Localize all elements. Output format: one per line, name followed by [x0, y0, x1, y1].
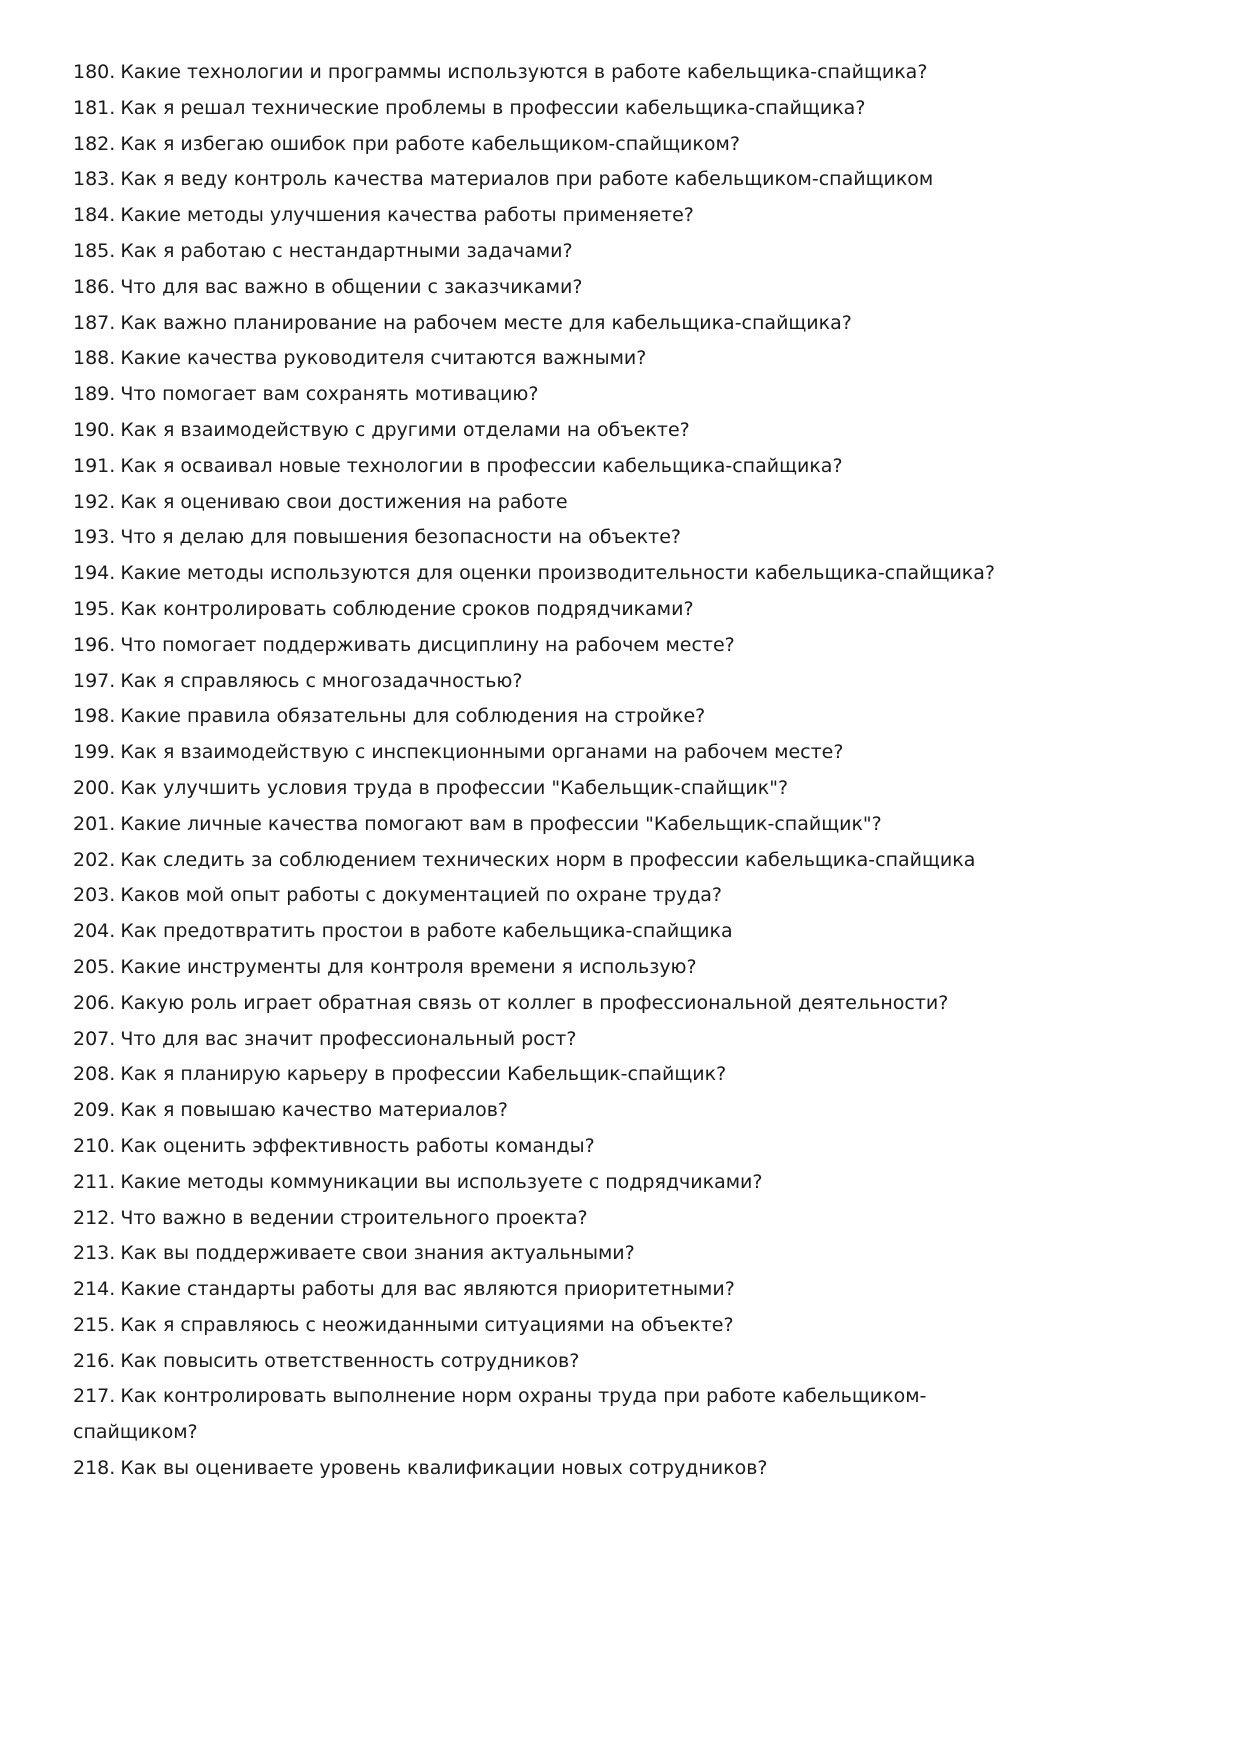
list-item	[73, 1379, 1033, 1451]
list-item	[73, 771, 1033, 807]
question-number: 184.	[73, 204, 116, 227]
question-number: 186.	[73, 275, 116, 298]
list-item	[73, 449, 1033, 485]
question-number: 180.	[73, 61, 116, 83]
list-item	[73, 306, 1033, 342]
question-text: Что важно в ведении строительного проекта?	[120, 1206, 588, 1229]
question-number: 183.	[73, 168, 116, 191]
question-text: Как контролировать соблюдение сроков подрядчиками?	[120, 597, 694, 620]
question-number: 202.	[73, 848, 116, 871]
question-number: 182.	[73, 132, 116, 155]
list-item	[73, 91, 1033, 127]
question-text: Как вы поддерживаете свои знания актуальными?	[120, 1242, 635, 1265]
question-text: Какие инструменты для контроля времени я использую?	[120, 955, 697, 978]
question-text: Как я повышаю качество материалов?	[120, 1099, 508, 1122]
question-text: Какую роль играет обратная связь от коллег в профессиональной деятельности?	[120, 991, 949, 1014]
question-number: 200.	[73, 776, 116, 799]
list-item	[73, 55, 1033, 91]
question-number: 197.	[73, 669, 116, 692]
question-text: Какие методы используются для оценки производительности кабельщика-спайщика?	[120, 562, 995, 585]
question-text: Что я делаю для повышения безопасности на объекте?	[120, 526, 681, 549]
question-number: 207.	[73, 1027, 116, 1050]
question-number: 212.	[73, 1206, 116, 1229]
question-text: Какие технологии и программы используются в работе кабельщика-спайщика?	[120, 61, 928, 83]
list-item	[73, 843, 1033, 879]
question-number: 211.	[73, 1170, 116, 1193]
question-text: Как я планирую карьеру в профессии Кабельщик-спайщик?	[120, 1063, 727, 1086]
list-item	[73, 1201, 1033, 1237]
question-number: 187.	[73, 311, 116, 334]
question-number: 192.	[73, 490, 116, 513]
list-item	[73, 664, 1033, 700]
question-number: 206.	[73, 991, 116, 1014]
list-item	[73, 341, 1033, 377]
list-item	[73, 592, 1033, 628]
question-number: 201.	[73, 812, 116, 835]
question-number: 195.	[73, 597, 116, 620]
list-item	[73, 807, 1033, 843]
question-text: Что помогает вам сохранять мотивацию?	[120, 383, 539, 406]
list-item	[73, 377, 1033, 413]
question-text: Как я работаю с нестандартными задачами?	[120, 239, 573, 262]
question-text: Что для вас важно в общении с заказчиками?	[120, 275, 583, 298]
question-text: Как я избегаю ошибок при работе кабельщиком-спайщиком?	[120, 132, 740, 155]
question-number: 210.	[73, 1134, 116, 1157]
list-item	[73, 1451, 1033, 1487]
question-text: Как я оцениваю свои достижения на работе	[120, 490, 568, 513]
list-item	[73, 198, 1033, 234]
question-text: Какие качества руководителя считаются важными?	[120, 347, 647, 370]
question-text: Какие стандарты работы для вас являются приоритетными?	[120, 1278, 735, 1301]
list-item	[73, 127, 1033, 163]
question-text: Как я справляюсь с многозадачностью?	[120, 669, 523, 692]
question-number: 214.	[73, 1278, 116, 1301]
question-text: Как важно планирование на рабочем месте для кабельщика-спайщика?	[120, 311, 852, 334]
question-number: 213.	[73, 1242, 116, 1265]
question-number: 216.	[73, 1349, 116, 1372]
list-item	[73, 1022, 1033, 1058]
question-text: Какие личные качества помогают вам в профессии "Кабельщик-спайщик"?	[120, 812, 882, 835]
list-item	[73, 1093, 1033, 1129]
list-item	[73, 699, 1033, 735]
question-text: Что для вас значит профессиональный рост?	[120, 1027, 577, 1050]
question-text: Как контролировать выполнение норм охраны труда при работе кабельщиком-спайщиком?	[73, 1385, 927, 1444]
list-item	[73, 914, 1033, 950]
list-item	[73, 413, 1033, 449]
question-number: 193.	[73, 526, 116, 549]
list-item	[73, 485, 1033, 521]
list-item	[73, 878, 1033, 914]
question-text: Как я осваивал новые технологии в профессии кабельщика-спайщика?	[120, 454, 843, 477]
question-number: 204.	[73, 920, 116, 943]
list-item	[73, 1308, 1033, 1344]
list-item	[73, 520, 1033, 556]
question-text: Каков мой опыт работы с документацией по охране труда?	[120, 884, 722, 907]
question-text: Как вы оцениваете уровень квалификации новых сотрудников?	[120, 1457, 768, 1480]
list-item	[73, 1129, 1033, 1165]
question-text: Как следить за соблюдением технических норм в профессии кабельщика-спайщика	[120, 848, 976, 871]
question-text: Как оценить эффективность работы команды?	[120, 1134, 595, 1157]
question-number: 181.	[73, 96, 116, 119]
list-item	[73, 270, 1033, 306]
question-text: Какие правила обязательны для соблюдения на стройке?	[120, 705, 706, 728]
question-text: Как я взаимодействую с другими отделами на объекте?	[120, 418, 690, 441]
question-text: Как я взаимодействую с инспекционными органами на рабочем месте?	[120, 741, 844, 764]
list-item	[73, 1344, 1033, 1380]
list-item	[73, 556, 1033, 592]
question-number: 190.	[73, 418, 116, 441]
question-text: Какие методы улучшения качества работы применяете?	[120, 204, 694, 227]
list-item	[73, 1236, 1033, 1272]
question-text: Какие методы коммуникации вы используете с подрядчиками?	[120, 1170, 763, 1193]
question-text: Как я решал технические проблемы в профессии кабельщика-спайщика?	[120, 96, 866, 119]
question-text: Как я веду контроль качества материалов при работе кабельщиком-спайщиком	[120, 168, 934, 191]
list-item	[73, 1057, 1033, 1093]
list-item	[73, 234, 1033, 270]
question-text: Как повысить ответственность сотрудников?	[120, 1349, 580, 1372]
question-number: 218.	[73, 1457, 116, 1480]
question-number: 191.	[73, 454, 116, 477]
question-number: 185.	[73, 239, 116, 262]
question-list	[73, 55, 1033, 1487]
list-item	[73, 1165, 1033, 1201]
question-number: 205.	[73, 955, 116, 978]
question-number: 217.	[73, 1385, 116, 1408]
question-text: Как улучшить условия труда в профессии "Кабельщик-спайщик"?	[120, 776, 789, 799]
question-number: 215.	[73, 1313, 116, 1336]
question-number: 203.	[73, 884, 116, 907]
list-item	[73, 986, 1033, 1022]
question-number: 198.	[73, 705, 116, 728]
question-number: 196.	[73, 633, 116, 656]
question-number: 209.	[73, 1099, 116, 1122]
list-item	[73, 950, 1033, 986]
question-text: Что помогает поддерживать дисциплину на рабочем месте?	[120, 633, 735, 656]
list-item	[73, 162, 1033, 198]
question-number: 188.	[73, 347, 116, 370]
question-number: 194.	[73, 562, 116, 585]
question-text: Как я справляюсь с неожиданными ситуациями на объекте?	[120, 1313, 734, 1336]
question-number: 208.	[73, 1063, 116, 1086]
question-number: 189.	[73, 383, 116, 406]
list-item	[73, 628, 1033, 664]
question-number: 199.	[73, 741, 116, 764]
list-item	[73, 1272, 1033, 1308]
question-text: Как предотвратить простои в работе кабельщика-спайщика	[120, 920, 733, 943]
list-item	[73, 735, 1033, 771]
